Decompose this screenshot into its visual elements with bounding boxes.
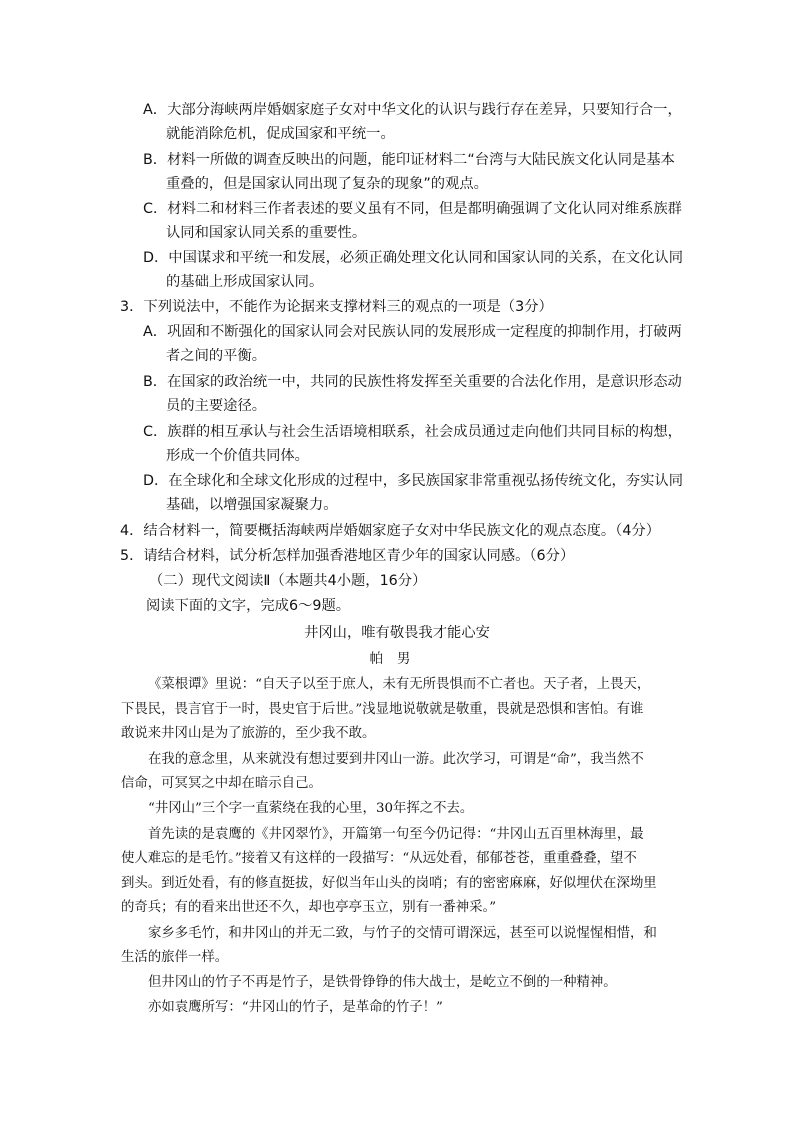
q2-option-d-line1: D．中国谋求和平统一和发展，必须正确处理文化认同和国家认同的关系，在文化认同 xyxy=(143,250,683,266)
article-author: 帕男 xyxy=(369,652,425,667)
q3-option-b-line2: 员的主要途径。 xyxy=(166,398,267,414)
article-p4-line2: 使人难忘的是毛竹。”接着又有这样的一段描写：“从远处看，郁郁苍苍，重重叠叠，望不 xyxy=(121,851,637,866)
q3-option-d-line2: 基础，以增强国家凝聚力。 xyxy=(166,497,338,513)
article-p5-line2: 生活的旅伴一样。 xyxy=(121,950,229,965)
article-p7: 亦如袁鹰所写：“井冈山的竹子，是革命的竹子！” xyxy=(148,1000,443,1015)
q2-option-b-line2: 重叠的，但是国家认同出现了复杂的现象”的观点。 xyxy=(166,176,488,192)
q3-option-a-line1: A．巩固和不断强化的国家认同会对民族认同的发展形成一定程度的抑制作用，打破两 xyxy=(143,324,682,340)
q2-option-b-line1: B．材料一所做的调查反映出的问题，能印证材料二“台湾与大陆民族文化认同是基本 xyxy=(143,152,675,168)
q3-stem: 3．下列说法中，不能作为论据来支撑材料三的观点的一项是（3分） xyxy=(120,299,553,315)
q3-option-c-line2: 形成一个价值共同体。 xyxy=(166,448,309,464)
q2-option-c-line1: C．材料二和材料三作者表述的要义虽有不同，但是都明确强调了文化认同对维系族群 xyxy=(143,201,682,217)
section-instruction: 阅读下面的文字，完成6～9题。 xyxy=(146,598,351,614)
article-p3: “井冈山”三个字一直萦绕在我的心里，30年挥之不去。 xyxy=(148,801,474,816)
q2-option-a-line2: 就能消除危机，促成国家和平统一。 xyxy=(166,126,395,142)
article-p1-line1: 《菜根谭》里说：“自天子以至于庶人，未有无所畏惧而不亡者也。天子者，上畏天， xyxy=(148,677,651,692)
q4-stem: 4．结合材料一，简要概括海峡两岸婚姻家庭子女对中华民族文化的观点态度。（4分） xyxy=(120,523,661,539)
q2-option-a-line1: A．大部分海峡两岸婚姻家庭子女对中华文化的认识与践行存在差异，只要知行合一， xyxy=(143,102,682,118)
article-title: 井冈山，唯有敬畏我才能心安 xyxy=(304,625,490,641)
article-p4-line1: 首先读的是袁鹰的《井冈翠竹》，开篇第一句至今仍记得：“井冈山五百里林海里，最 xyxy=(148,827,644,842)
article-p1-line3: 敢说来井冈山是为了旅游的，至少我不敢。 xyxy=(121,726,376,741)
section-heading: （二）现代文阅读Ⅱ（本题共4小题，16分） xyxy=(149,573,427,589)
article-p4-line4: 的奇兵；有的看来出世还不久，却也亭亭玉立，别有一番神采。” xyxy=(121,900,497,915)
q3-option-a-line2: 者之间的平衡。 xyxy=(166,348,267,364)
article-p6: 但井冈山的竹子不再是竹子，是铁骨铮铮的伟大战士，是屹立不倒的一种精神。 xyxy=(148,975,617,990)
article-p4-line3: 到头。到近处看，有的修直挺拔，好似当年山头的岗哨；有的密密麻麻，好似埋伏在深坳里 xyxy=(121,876,657,891)
q3-option-c-line1: C．族群的相互承认与社会生活语境相联系，社会成员通过走向他们共同目标的构想， xyxy=(143,424,682,440)
q2-option-c-line2: 认同和国家认同关系的重要性。 xyxy=(166,225,367,241)
article-p2-line1: 在我的意念里，从来就没有想过要到井冈山一游。此次学习，可谓是“命”，我当然不 xyxy=(148,752,644,767)
q3-option-d-line1: D．在全球化和全球文化形成的过程中，多民族国家非常重视弘扬传统文化，夯实认同 xyxy=(143,473,683,489)
article-p2-line2: 信命，可冥冥之中却在暗示自己。 xyxy=(121,776,322,791)
q5-stem: 5．请结合材料，试分析怎样加强香港地区青少年的国家认同感。（6分） xyxy=(120,548,575,564)
q2-option-d-line2: 的基础上形成国家认同。 xyxy=(166,274,324,290)
article-p1-line2: 下畏民，畏言官于一时，畏史官于后世。”浅显地说敬就是敬重，畏就是恐惧和害怕。有谁 xyxy=(121,702,644,717)
q3-option-b-line1: B．在国家的政治统一中，共同的民族性将发挥至关重要的合法化作用，是意识形态动 xyxy=(143,374,682,390)
article-p5-line1: 家乡多毛竹，和井冈山的并无二致，与竹子的交情可谓深远，甚至可以说惺惺相惜，和 xyxy=(148,926,657,941)
